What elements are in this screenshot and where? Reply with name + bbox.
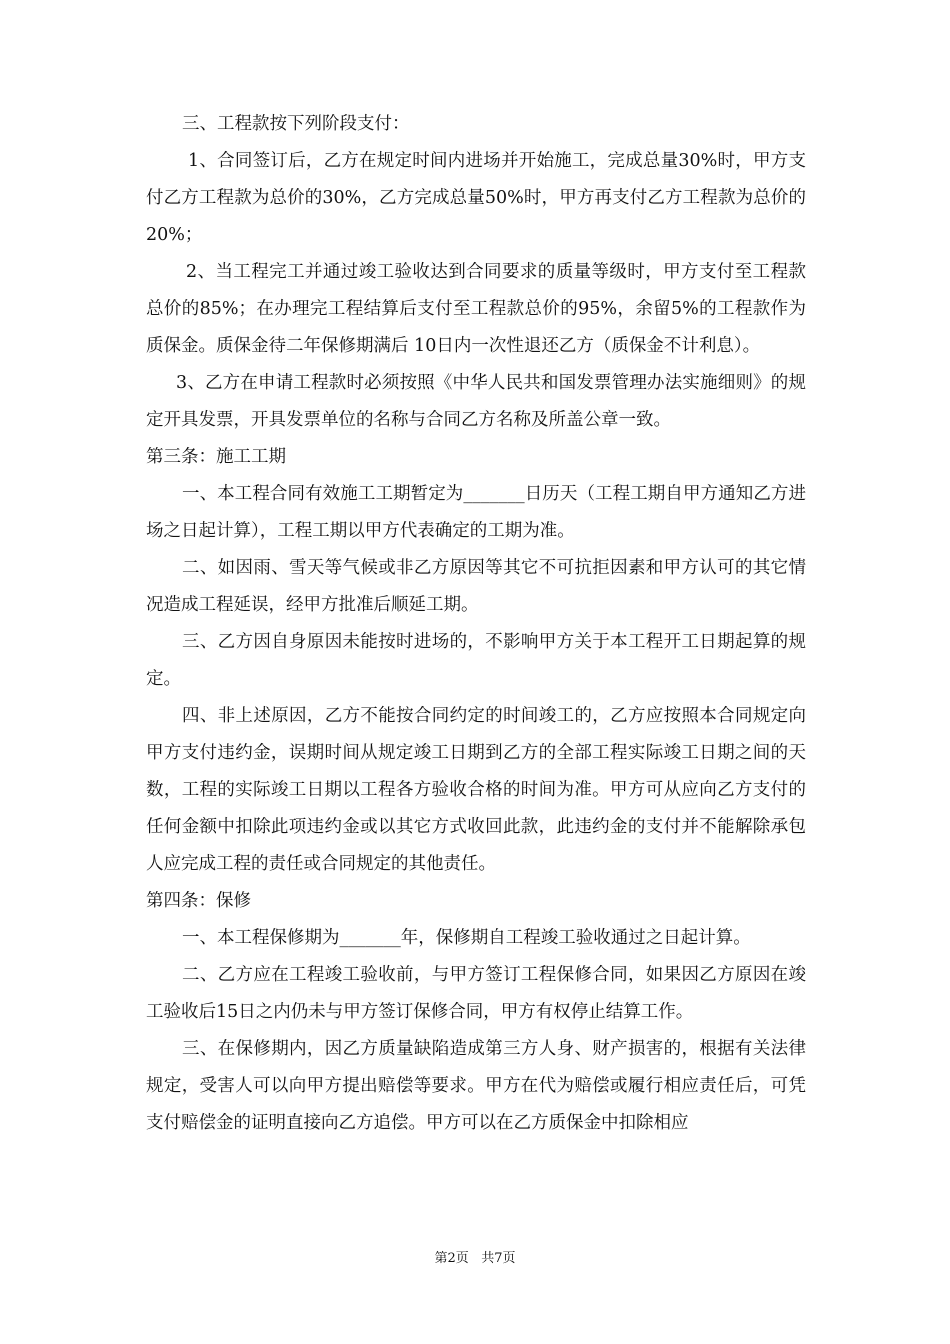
page-footer [0,1250,950,1268]
paragraph-liquidated-damages: 四、非上述原因，乙方不能按合同约定的时间竣工的，乙方应按照本合同规定向甲方支付违约金，误期时间从规定竣工日期到乙方的全部工程实际竣工日期之间的天数，工程的实际竣工日期以工程各方验收合格的时间为准。甲方可从应向乙方支付的任何金额中扣除此项违约金或以其它方式收回此款，此违约金的支付并不能解除承包人应完成工程的责任或合同规定的其他责任。 [146,706,806,874]
section-heading-article-4: 第四条：保修 [146,891,251,911]
paragraph-warranty-period: 一、本工程保修期为_______年，保修期自工程竣工验收通过之日起计算。 [182,928,751,948]
paragraph-payment-item-3: 3、乙方在申请工程款时必须按照《中华人民共和国发票管理办法实施细则》的规定开具发票，开具发票单位的名称与合同乙方名称及所盖公章一致。 [146,373,806,430]
paragraph-delay-extension: 二、如因雨、雪天等气候或非乙方原因等其它不可抗拒因素和甲方认可的其它情况造成工程延误，经甲方批准后顺延工期。 [146,558,806,615]
page-total: 共7页 [481,1251,516,1266]
paragraph-late-entry: 三、乙方因自身原因未能按时进场的，不影响甲方关于本工程开工日期起算的规定。 [146,632,806,689]
paragraph-warranty-contract: 二、乙方应在工程竣工验收前，与甲方签订工程保修合同，如果因乙方原因在竣工验收后15日之内仍未与甲方签订保修合同，甲方有权停止结算工作。 [146,965,806,1022]
paragraph-payment-item-1: 1、合同签订后，乙方在规定时间内进场并开始施工，完成总量30%时，甲方支付乙方工程款为总价的30%，乙方完成总量50%时，甲方再支付乙方工程款为总价的20%； [146,151,806,245]
document-body [146,106,806,1142]
paragraph-payment-stages: 三、工程款按下列阶段支付： [182,114,410,134]
page-number: 第2页 [434,1251,469,1266]
section-heading-article-3: 第三条：施工工期 [146,447,286,467]
paragraph-payment-item-2: 2、当工程完工并通过竣工验收达到合同要求的质量等级时，甲方支付至工程款总价的85%；在办理完工程结算后支付至工程款总价的95%，余留5%的工程款作为质保金。质保金待二年保修期满后 10日内一次性退还乙方（质保金不计利息）。 [146,262,806,356]
paragraph-construction-period: 一、本工程合同有效施工工期暂定为_______日历天（工程工期自甲方通知乙方进场之日起计算），工程工期以甲方代表确定的工期为准。 [146,484,806,541]
paragraph-third-party-damage: 三、在保修期内，因乙方质量缺陷造成第三方人身、财产损害的，根据有关法律规定，受害人可以向甲方提出赔偿等要求。甲方在代为赔偿或履行相应责任后，可凭支付赔偿金的证明直接向乙方追偿。甲方可以在乙方质保金中扣除相应 [146,1039,806,1133]
